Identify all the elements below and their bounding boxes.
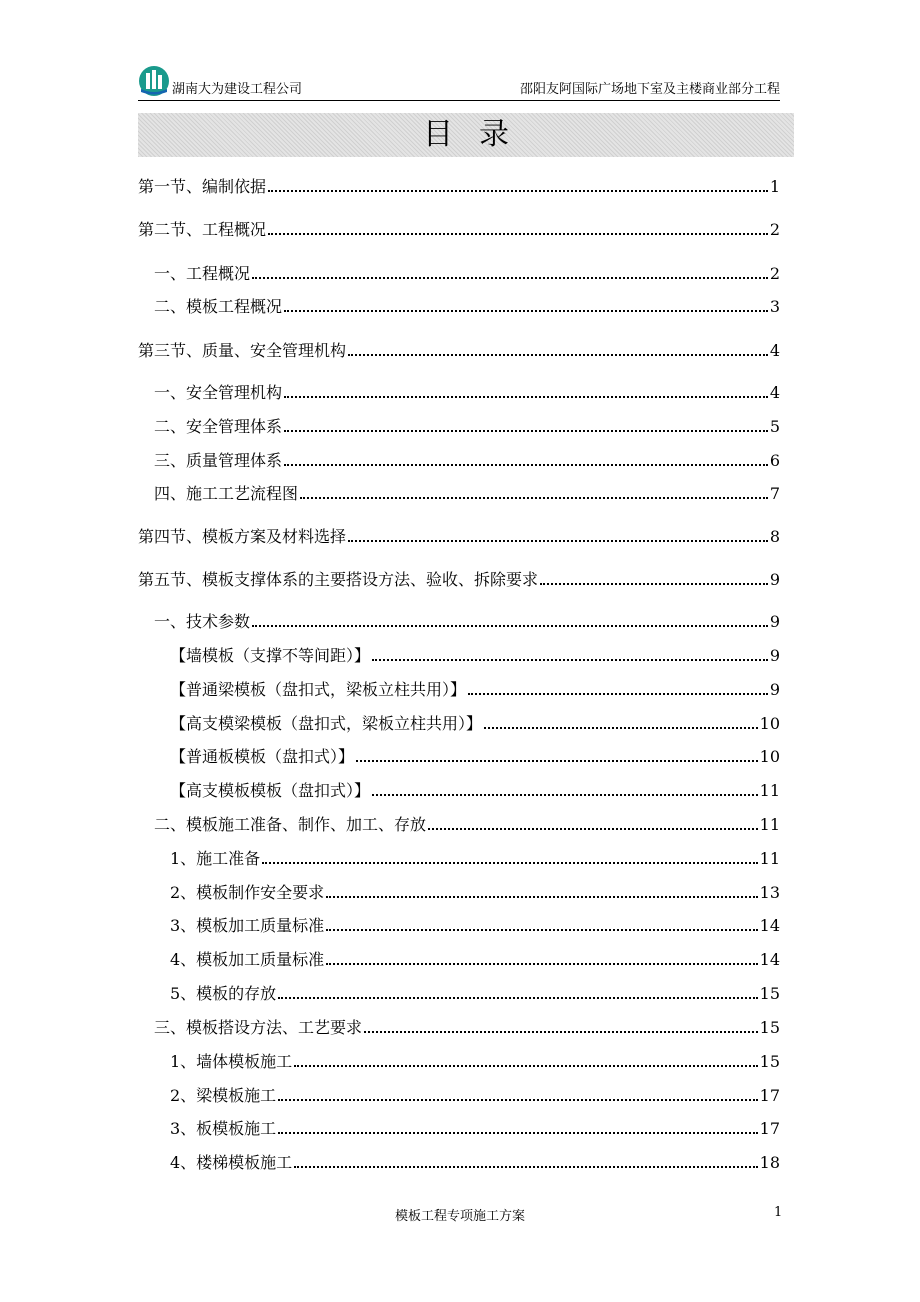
toc-entry-label: 二、安全管理体系 (154, 417, 283, 436)
toc-entry[interactable] (170, 948, 780, 970)
toc-entry-page: 4 (769, 341, 780, 360)
toc-entry-page: 5 (769, 417, 780, 436)
toc-entry[interactable] (170, 982, 780, 1004)
toc-leader-dots (356, 760, 758, 762)
toc-entry-label: 【普通板模板（盘扣式）】 (170, 747, 355, 766)
toc-entry[interactable] (170, 745, 780, 767)
toc-entry[interactable] (154, 262, 780, 284)
toc-leader-dots (484, 727, 758, 729)
toc-entry-page: 18 (759, 1153, 780, 1172)
toc-entry[interactable] (154, 449, 780, 471)
toc-entry-page: 6 (769, 451, 780, 470)
footer-title: 模板工程专项施工方案 (394, 1209, 525, 1224)
toc-entry-page: 15 (759, 984, 780, 1003)
toc-entry-page: 8 (769, 527, 780, 546)
toc-entry-label: 2、模板制作安全要求 (170, 883, 325, 902)
toc-entry-page: 9 (769, 612, 780, 631)
toc-entry-label: 第四节、模板方案及材料选择 (138, 527, 347, 546)
toc-entry[interactable] (154, 610, 780, 632)
toc-entry[interactable] (154, 415, 780, 437)
toc-entry-page: 10 (759, 714, 780, 733)
toc-entry-page: 9 (769, 646, 780, 665)
toc-entry[interactable] (154, 482, 780, 504)
toc-leader-dots (268, 233, 768, 235)
page-title: 目录 (423, 117, 535, 152)
footer-page-number: 1 (774, 1205, 783, 1220)
toc-entry-page: 9 (769, 570, 780, 589)
toc-leader-dots (294, 1065, 757, 1067)
toc-entry-page: 14 (759, 950, 780, 969)
title-banner (138, 113, 794, 157)
toc-entry-page: 2 (769, 264, 780, 283)
toc-entry-label: 3、板模板施工 (170, 1119, 277, 1138)
toc-entry-label: 一、安全管理机构 (154, 383, 283, 402)
toc-entry-label: 3、模板加工质量标准 (170, 916, 325, 935)
project-name: 邵阳友阿国际广场地下室及主楼商业部分工程 (519, 82, 780, 97)
toc-entry[interactable] (138, 175, 780, 197)
toc-entry[interactable] (154, 813, 780, 835)
toc-entry-label: 2、梁模板施工 (170, 1086, 277, 1105)
toc-entry-label: 第五节、模板支撑体系的主要搭设方法、验收、拆除要求 (138, 570, 539, 589)
toc-entry-label: 四、施工工艺流程图 (154, 484, 299, 503)
toc-entry-page: 13 (759, 883, 780, 902)
toc-entry-label: 第一节、编制依据 (138, 177, 267, 196)
toc-entry-label: 【普通梁模板（盘扣式，梁板立柱共用）】 (170, 680, 467, 699)
toc-entry-page: 2 (769, 220, 780, 239)
toc-leader-dots (252, 625, 768, 627)
company-logo-icon (138, 65, 170, 97)
toc-leader-dots (252, 277, 768, 279)
toc-entry-page: 7 (769, 484, 780, 503)
toc-leader-dots (326, 963, 757, 965)
toc-entry-label: 第三节、质量、安全管理机构 (138, 341, 347, 360)
toc-entry-page: 1 (769, 177, 780, 196)
toc-leader-dots (262, 862, 757, 864)
toc-leader-dots (540, 583, 768, 585)
toc-entry-page: 9 (769, 680, 780, 699)
company-name: 湖南大为建设工程公司 (172, 82, 303, 97)
toc-leader-dots (364, 1031, 758, 1033)
toc-leader-dots (372, 794, 758, 796)
toc-entry-page: 15 (759, 1052, 780, 1071)
toc-entry-label: 5、模板的存放 (170, 984, 277, 1003)
toc-entry[interactable] (170, 779, 780, 801)
toc-leader-dots (278, 1132, 757, 1134)
toc-entry-page: 4 (769, 383, 780, 402)
toc-leader-dots (284, 430, 768, 432)
toc-entry[interactable] (154, 295, 780, 317)
toc-leader-dots (284, 310, 768, 312)
toc-entry-page: 3 (769, 297, 780, 316)
header-divider (138, 100, 780, 101)
toc-leader-dots (284, 396, 768, 398)
toc-entry[interactable] (138, 568, 780, 590)
toc-leader-dots (284, 464, 768, 466)
toc-entry-label: 【高支模梁模板（盘扣式，梁板立柱共用）】 (170, 714, 483, 733)
toc-leader-dots (300, 497, 768, 499)
toc-entry[interactable] (170, 1151, 780, 1173)
toc-entry-label: 1、施工准备 (170, 849, 261, 868)
toc-entry[interactable] (170, 678, 780, 700)
toc-entry-page: 14 (759, 916, 780, 935)
toc-entry-label: 【高支模板模板（盘扣式）】 (170, 781, 371, 800)
toc-entry-page: 11 (759, 849, 780, 868)
toc-entry[interactable] (170, 914, 780, 936)
toc-entry[interactable] (138, 525, 780, 547)
toc-entry[interactable] (170, 712, 780, 734)
page-header (138, 62, 780, 102)
toc-entry[interactable] (138, 339, 780, 361)
toc-entry-page: 11 (759, 781, 780, 800)
toc-entry[interactable] (170, 644, 780, 666)
toc-leader-dots (428, 828, 758, 830)
toc-entry-label: 【墙模板（支撑不等间距）】 (170, 646, 371, 665)
toc-entry-label: 二、模板施工准备、制作、加工、存放 (154, 815, 427, 834)
toc-entry-page: 17 (759, 1086, 780, 1105)
toc-entry[interactable] (170, 1050, 780, 1072)
toc-leader-dots (294, 1166, 757, 1168)
toc-entry[interactable] (170, 881, 780, 903)
toc-entry[interactable] (154, 1016, 780, 1038)
toc-leader-dots (348, 540, 768, 542)
toc-leader-dots (326, 896, 757, 898)
toc-entry[interactable] (170, 1084, 780, 1106)
toc-entry[interactable] (170, 847, 780, 869)
toc-leader-dots (268, 190, 768, 192)
toc-leader-dots (278, 1099, 757, 1101)
page-footer (0, 1205, 920, 1225)
toc-entry-label: 二、模板工程概况 (154, 297, 283, 316)
toc-entry-label: 1、墙体模板施工 (170, 1052, 293, 1071)
toc-leader-dots (278, 997, 757, 999)
toc-entry-label: 一、工程概况 (154, 264, 251, 283)
toc-entry[interactable] (154, 381, 780, 403)
toc-entry-page: 10 (759, 747, 780, 766)
toc-entry-label: 一、技术参数 (154, 612, 251, 631)
toc-entry-page: 15 (759, 1018, 780, 1037)
toc-entry[interactable] (138, 218, 780, 240)
toc-entry-page: 17 (759, 1119, 780, 1138)
toc-entry-label: 第二节、工程概况 (138, 220, 267, 239)
toc-entry-label: 4、模板加工质量标准 (170, 950, 325, 969)
toc-entry-label: 4、楼梯模板施工 (170, 1153, 293, 1172)
toc-entry[interactable] (170, 1117, 780, 1139)
toc-entry-label: 三、模板搭设方法、工艺要求 (154, 1018, 363, 1037)
toc-leader-dots (348, 354, 768, 356)
toc-leader-dots (326, 929, 757, 931)
toc-entry-page: 11 (759, 815, 780, 834)
toc-leader-dots (468, 693, 768, 695)
toc-entry-label: 三、质量管理体系 (154, 451, 283, 470)
toc-leader-dots (372, 659, 768, 661)
